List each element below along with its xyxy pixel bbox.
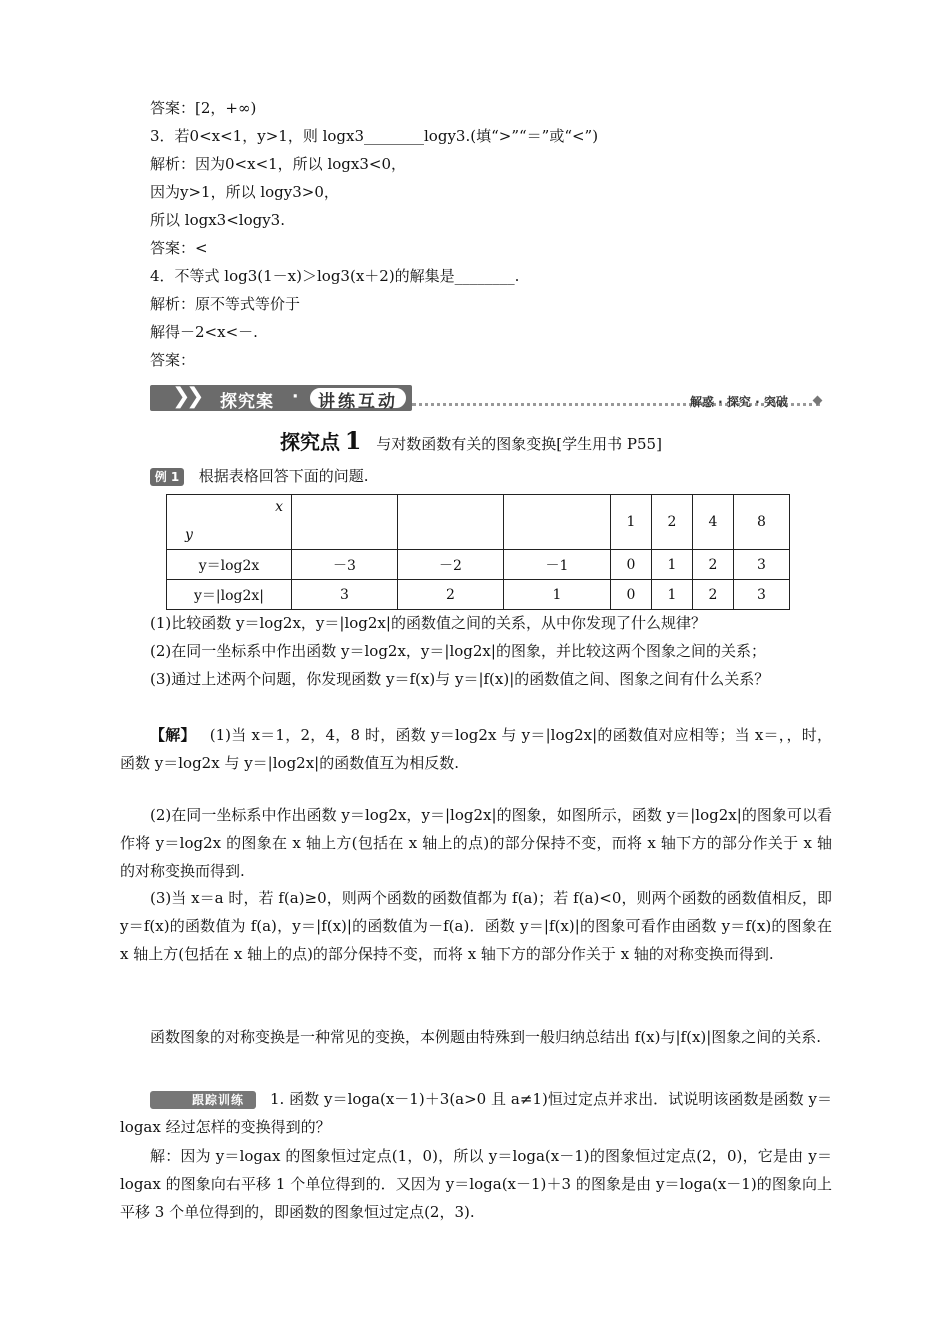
value-table (166, 494, 790, 610)
table-cell: 1 (504, 580, 611, 610)
table-cell: 2 (398, 580, 504, 610)
chevron-right-icon: ❯ (172, 384, 191, 409)
corner-x: x (275, 499, 283, 515)
practice-question (120, 1085, 832, 1141)
table-row (167, 550, 790, 580)
solution-tag: 【解】 (150, 726, 196, 744)
section-banner (150, 383, 830, 413)
banner-dot: · (292, 387, 300, 407)
table-cell: 4 (693, 495, 734, 550)
table-cell: 3 (734, 580, 790, 610)
solution-text-1: (1)当 x＝1，2，4，8 时，函数 y＝log2x 与 y＝|log2x|的函数值对应相等；当 x＝，，时，函数 y＝log2x 与 y＝|log2x|的函数值互为相反数. (120, 726, 832, 772)
question-1: (1)比较函数 y＝log2x，y＝|log2x|的函数值之间的关系，从中你发现了什么规律？ (150, 614, 706, 632)
practice-badge: 跟踪训练 (150, 1091, 256, 1109)
table-cell: 2 (693, 550, 734, 580)
answer-line: 答案： (150, 351, 196, 369)
solution-part-2: (2)在同一坐标系中作出函数 y＝log2x，y＝|log2x|的图象，如图所示，函数 y＝|log2x|的图象可以看作将 y＝log2x 的图象在 x 轴上方(包括在 x 轴上的点)的部分保持不变，而将 x 轴下方的部分作关于 x 轴的对称变换而得到. (120, 806, 832, 880)
practice-text: 1. 函数 y＝loga(x－1)＋3(a>0 且 a≠1)恒过定点并求出．试说明该函数是函数 y＝logax 经过怎样的变换得到的？ (120, 1090, 832, 1136)
table-cell (504, 495, 611, 550)
answer-line: 答案：[2，+∞) (150, 99, 257, 117)
banner-title: 探究案 (220, 392, 274, 412)
analysis-line: 所以 logx3<logy3. (150, 211, 285, 229)
table-cell: 2 (652, 495, 693, 550)
row-label: y＝|log2x| (167, 580, 292, 610)
point-title: 与对数函数有关的图象变换[学生用书 P55] (376, 435, 662, 453)
example-line (150, 466, 369, 486)
question-2: (2)在同一坐标系中作出函数 y＝log2x，y＝|log2x|的图象，并比较这两个图象之间的关系； (150, 642, 766, 660)
table-cell: －2 (398, 550, 504, 580)
table-cell: 3 (734, 550, 790, 580)
solution-part-3: (3)当 x＝a 时，若 f(a)≥0，则两个函数的函数值都为 f(a)；若 f(a)<0，则两个函数的函数值相反，即 y＝f(x)的函数值为 f(a)，y＝|f(x)|的函数值为－f(a)．函数 y＝|f(x)|的图象可看作由函数 y＝f(x)的图象在 x 轴上方(包括在 x 轴上的点)的部分保持不变，而将 x 轴下方的部分作关于 x 轴的对称变换而得到. (120, 889, 832, 963)
point-label: 探究点 (280, 430, 340, 454)
chevron-right-icon: ❯ (186, 384, 205, 409)
point-number: 1 (344, 426, 362, 455)
table-cell: －1 (504, 550, 611, 580)
table-cell: 1 (652, 550, 693, 580)
table-cell: 2 (693, 580, 734, 610)
table-corner (167, 495, 292, 550)
table-row (167, 495, 790, 550)
point-heading (280, 426, 662, 455)
example-badge: 例 1 (150, 468, 184, 486)
answer-line: 答案：< (150, 239, 208, 257)
corner-y: y (185, 527, 193, 543)
row-label: y＝log2x (167, 550, 292, 580)
analysis-line: 解析：原不等式等价于 (150, 295, 301, 313)
question-4: 4．不等式 log3(1－x)＞log3(x＋2)的解集是________. (150, 267, 520, 285)
table-cell: 0 (611, 550, 652, 580)
analysis-line: 解析：因为0<x<1，所以 logx3<0， (150, 155, 406, 173)
table-cell: 1 (652, 580, 693, 610)
banner-tagline: 解惑 · 探究 · 突破 (690, 395, 788, 409)
question-3-text: (3)通过上述两个问题，你发现函数 y＝f(x)与 y＝|f(x)|的函数值之间、图象之间有什么关系？ (150, 670, 770, 688)
example-text: 根据表格回答下面的问题. (198, 467, 369, 485)
analysis-line: 解得－2<x<－. (150, 323, 258, 341)
question-3: 3．若0<x<1，y>1，则 logx3________logy3.(填“>”“＝”或“<”) (150, 127, 599, 145)
table-cell: 1 (611, 495, 652, 550)
table-cell: 0 (611, 580, 652, 610)
table-cell: 3 (292, 580, 398, 610)
table-row (167, 580, 790, 610)
table-cell: 8 (734, 495, 790, 550)
table-cell (292, 495, 398, 550)
banner-subtitle: 讲练互动 (318, 392, 398, 412)
solution-part-1 (120, 721, 832, 777)
table-cell (398, 495, 504, 550)
table-cell: －3 (292, 550, 398, 580)
analysis-line: 因为y>1，所以 logy3>0， (150, 183, 339, 201)
practice-solution: 解：因为 y＝logax 的图象恒过定点(1，0)，所以 y＝loga(x－1)的图象恒过定点(2，0)，它是由 y＝logax 的图象向右平移 1 个单位得到的．又因为 y＝loga(x－1)＋3 的图象是由 y＝loga(x－1)的图象向上平移 3 个单位得到的，即函数的图象恒过定点(2，3). (120, 1147, 832, 1221)
summary-note: 函数图象的对称变换是一种常见的变换，本例题由特殊到一般归纳总结出 f(x)与|f(x)|图象之间的关系. (150, 1028, 822, 1046)
